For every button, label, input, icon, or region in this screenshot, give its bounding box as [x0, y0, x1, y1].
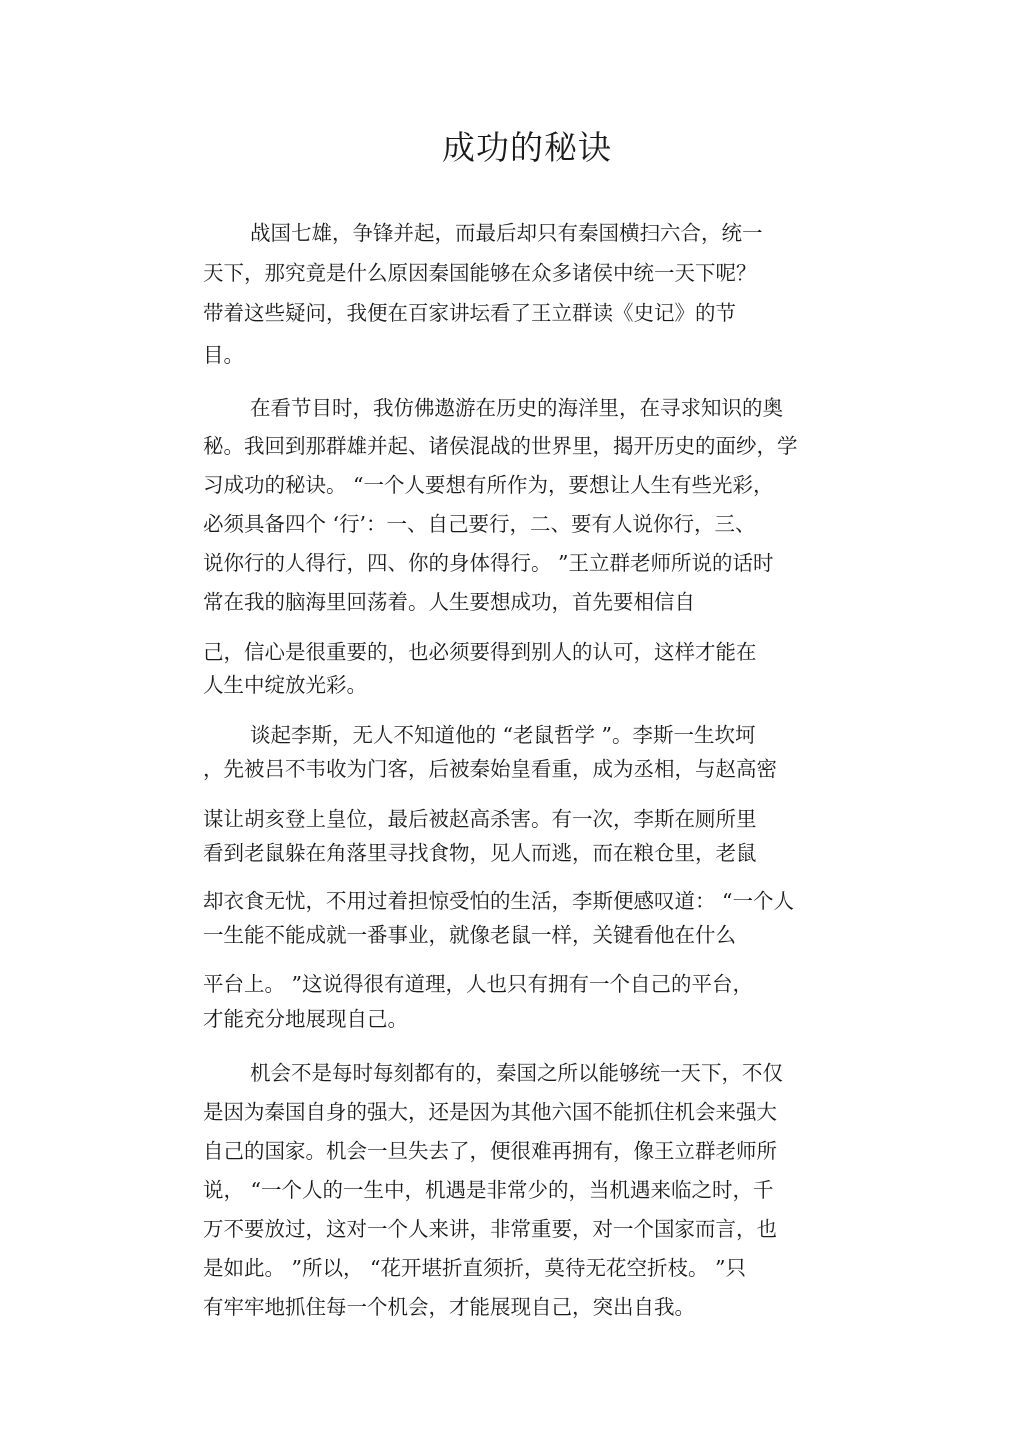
text-line: 谈起李斯，无人不知道他的 “老鼠哲学 ”。李斯一生坎坷	[250, 723, 756, 747]
text-line: 看到老鼠躲在角落里寻找食物，见人而逃，而在粮仓里，老鼠	[203, 841, 757, 865]
text-line: 己，信心是很重要的，也必须要得到别人的认可，这样才能在	[203, 640, 757, 664]
text-line: 万不要放过，这对一个人来讲，非常重要，对一个国家而言，也	[203, 1217, 777, 1241]
text-line: 带着这些疑问，我便在百家讲坛看了王立群读《史记》的节	[203, 301, 736, 325]
text-line: 必须具备四个 ‘行’：一、自己要行，二、要有人说你行，三、	[203, 512, 756, 536]
text-line: 谋让胡亥登上皇位，最后被赵高杀害。有一次，李斯在厕所里	[203, 807, 757, 831]
text-line: 是如此。 ”所以， “花开堪折直须折，莫待无花空折枝。 ”只	[203, 1256, 746, 1280]
text-line: 天下，那究竟是什么原因秦国能够在众多诸侯中统一天下呢？	[203, 261, 757, 285]
text-line: 平台上。 ”这说得很有道理，人也只有拥有一个自己的平台，	[203, 972, 753, 996]
text-line: 却衣食无忧，不用过着担惊受怕的生活，李斯便感叹道： “一个人	[203, 889, 794, 913]
text-line: ，先被吕不韦收为门客，后被秦始皇看重，成为丞相，与赵高密	[203, 757, 777, 781]
text-line: 有牢牢地抓住每一个机会，才能展现自己，突出自我。	[203, 1295, 695, 1319]
document-title: 成功的秘诀	[442, 128, 612, 167]
text-line: 自己的国家。机会一旦失去了，便很难再拥有，像王立群老师所	[203, 1139, 777, 1163]
text-line: 战国七雄，争锋并起，而最后却只有秦国横扫六合，统一	[250, 221, 763, 245]
text-line: 目。	[203, 343, 244, 367]
text-line: 一生能不能成就一番事业，就像老鼠一样，关键看他在什么	[203, 923, 736, 947]
text-line: 是因为秦国自身的强大，还是因为其他六国不能抓住机会来强大	[203, 1100, 777, 1124]
text-line: 人生中绽放光彩。	[203, 673, 367, 697]
text-line: 说， “一个人的一生中，机遇是非常少的，当机遇来临之时，千	[203, 1178, 774, 1202]
text-line: 秘。我回到那群雄并起、诸侯混战的世界里，揭开历史的面纱，学	[203, 434, 798, 458]
text-line: 才能充分地展现自己。	[203, 1007, 408, 1031]
text-line: 说你行的人得行，四、你的身体得行。 ”王立群老师所说的话时	[203, 551, 774, 575]
text-line: 习成功的秘诀。 “一个人要想有所作为，要想让人生有些光彩，	[203, 473, 774, 497]
text-line: 常在我的脑海里回荡着。人生要想成功，首先要相信自	[203, 590, 695, 614]
text-line: 在看节目时，我仿佛遨游在历史的海洋里，在寻求知识的奥	[250, 396, 783, 420]
text-line: 机会不是每时每刻都有的，秦国之所以能够统一天下，不仅	[250, 1061, 783, 1085]
